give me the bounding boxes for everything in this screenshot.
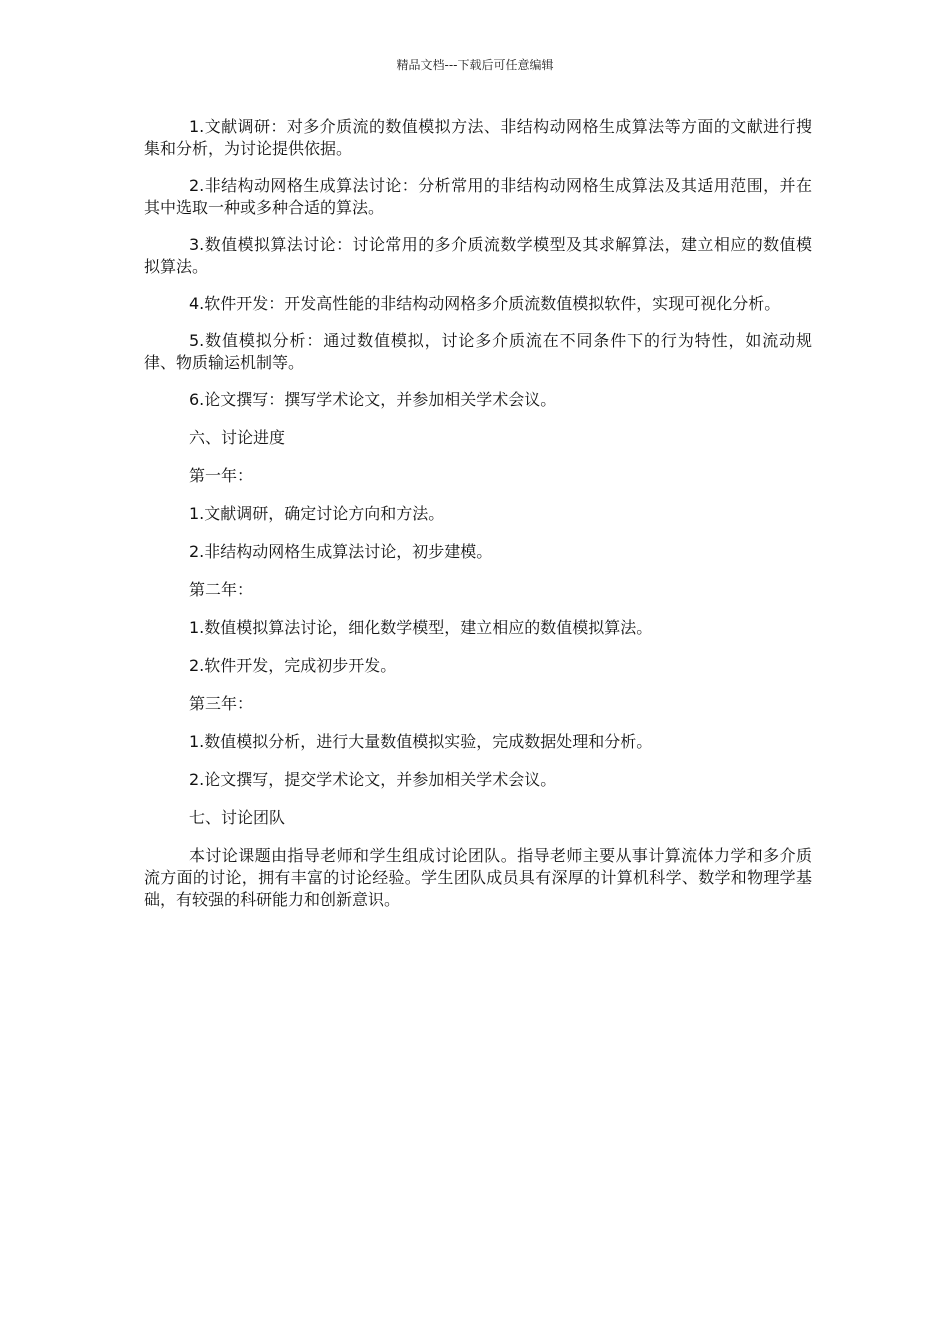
schedule-item: 2.非结构动网格生成算法讨论，初步建模。 [189, 542, 493, 561]
schedule-item: 1.数值模拟分析，进行大量数值模拟实验，完成数据处理和分析。 [189, 732, 653, 751]
section-heading-team: 七、讨论团队 [189, 808, 286, 827]
paragraph-software-development: 4.软件开发：开发高性能的非结构动网格多介质流数值模拟软件，实现可视化分析。 [189, 294, 781, 313]
paragraph-team-description: 本讨论课题由指导老师和学生组成讨论团队。指导老师主要从事计算流体力学和多介质流方面的讨论，拥有丰富的讨论经验。学生团队成员具有深厚的计算机科学、数学和物理学基础，有较强的科研能力和创新意识。 [144, 846, 812, 909]
section-heading-schedule: 六、讨论进度 [189, 428, 286, 447]
schedule-item: 1.数值模拟算法讨论，细化数学模型，建立相应的数值模拟算法。 [189, 618, 653, 637]
paragraph-literature-review: 1.文献调研：对多介质流的数值模拟方法、非结构动网格生成算法等方面的文献进行搜集和分析，为讨论提供依据。 [144, 117, 812, 158]
paragraph-paper-writing: 6.论文撰写：撰写学术论文，并参加相关学术会议。 [189, 390, 557, 409]
schedule-item: 1.文献调研，确定讨论方向和方法。 [189, 504, 445, 523]
schedule-year-two: 第二年： [189, 580, 254, 599]
document-body [144, 116, 812, 926]
schedule-year-three: 第三年： [189, 694, 254, 713]
page-header: 精品文档---下载后可任意编辑 [396, 58, 554, 72]
paragraph-mesh-algorithm: 2.非结构动网格生成算法讨论：分析常用的非结构动网格生成算法及其适用范围，并在其中选取一种或多种合适的算法。 [144, 176, 812, 217]
schedule-year-one: 第一年： [189, 466, 254, 485]
paragraph-simulation-analysis: 5.数值模拟分析：通过数值模拟，讨论多介质流在不同条件下的行为特性，如流动规律、物质输运机制等。 [144, 331, 812, 372]
schedule-item: 2.软件开发，完成初步开发。 [189, 656, 397, 675]
schedule-item: 2.论文撰写，提交学术论文，并参加相关学术会议。 [189, 770, 557, 789]
paragraph-simulation-algorithm: 3.数值模拟算法讨论：讨论常用的多介质流数学模型及其求解算法，建立相应的数值模拟算法。 [144, 235, 812, 276]
